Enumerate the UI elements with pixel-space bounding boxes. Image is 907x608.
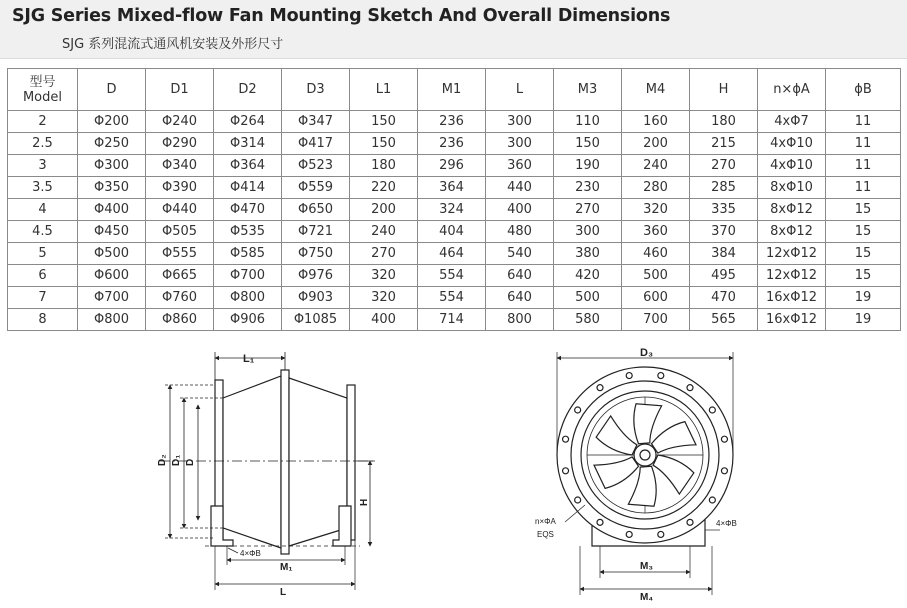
table-cell: Φ559 xyxy=(282,177,350,199)
header-col: D1 xyxy=(146,69,214,111)
table-cell: 540 xyxy=(486,243,554,265)
table-cell: 4.5 xyxy=(8,221,78,243)
label-D3: D₃ xyxy=(640,347,654,359)
header-col: M3 xyxy=(554,69,622,111)
table-cell: 640 xyxy=(486,265,554,287)
table-cell: 280 xyxy=(622,177,690,199)
table-cell: 8 xyxy=(8,309,78,331)
table-cell: Φ976 xyxy=(282,265,350,287)
table-cell: 8xΦ12 xyxy=(758,199,826,221)
table-cell: 180 xyxy=(350,155,418,177)
header-col: n×ϕA xyxy=(758,69,826,111)
table-cell: 360 xyxy=(622,221,690,243)
table-cell: 324 xyxy=(418,199,486,221)
table-cell: 640 xyxy=(486,287,554,309)
table-cell: 200 xyxy=(622,133,690,155)
table-cell: 270 xyxy=(690,155,758,177)
header-col: ϕB xyxy=(826,69,901,111)
conical-casing xyxy=(223,376,281,548)
table-cell: 270 xyxy=(554,199,622,221)
table-cell: 19 xyxy=(826,287,901,309)
table-cell: 11 xyxy=(826,155,901,177)
label-side-4xB: 4×ΦB xyxy=(240,549,261,558)
table-cell: 110 xyxy=(554,111,622,133)
table-cell: 370 xyxy=(690,221,758,243)
table-cell: Φ200 xyxy=(78,111,146,133)
table-cell: 11 xyxy=(826,111,901,133)
table-cell: Φ800 xyxy=(214,287,282,309)
page-subtitle: SJG 系列混流式通风机安装及外形尺寸 xyxy=(62,37,284,52)
table-cell: Φ417 xyxy=(282,133,350,155)
table-cell: 150 xyxy=(350,133,418,155)
table-cell: 15 xyxy=(826,243,901,265)
table-cell: 296 xyxy=(418,155,486,177)
label-D: D xyxy=(185,458,196,466)
table-cell: Φ300 xyxy=(78,155,146,177)
table-cell: 384 xyxy=(690,243,758,265)
table-cell: 8xΦ12 xyxy=(758,221,826,243)
table-cell: 236 xyxy=(418,133,486,155)
table-cell: 320 xyxy=(622,199,690,221)
page-title: SJG Series Mixed-flow Fan Mounting Sketch And Overall Dimensions xyxy=(12,6,671,26)
table-cell: 500 xyxy=(554,287,622,309)
table-cell: 440 xyxy=(486,177,554,199)
table-cell: 565 xyxy=(690,309,758,331)
label-M4: M₄ xyxy=(640,592,654,603)
table-cell: Φ390 xyxy=(146,177,214,199)
table-cell: 12xΦ12 xyxy=(758,243,826,265)
table-cell: 4 xyxy=(8,199,78,221)
table-cell: 15 xyxy=(826,199,901,221)
header-col: D3 xyxy=(282,69,350,111)
table-cell: 600 xyxy=(622,287,690,309)
table-cell: Φ700 xyxy=(78,287,146,309)
table-cell: 150 xyxy=(350,111,418,133)
label-M1: M₁ xyxy=(280,562,293,573)
label-L: L xyxy=(280,587,287,598)
label-L1: L₁ xyxy=(243,353,255,365)
table-cell: 300 xyxy=(554,221,622,243)
table-cell: 335 xyxy=(690,199,758,221)
table-cell: Φ414 xyxy=(214,177,282,199)
table-cell: 580 xyxy=(554,309,622,331)
table-cell: Φ450 xyxy=(78,221,146,243)
table-cell: Φ800 xyxy=(78,309,146,331)
label-nxA: n×ΦA xyxy=(535,517,556,526)
table-cell: 180 xyxy=(690,111,758,133)
table-cell: 2 xyxy=(8,111,78,133)
table-cell: Φ1085 xyxy=(282,309,350,331)
table-cell: Φ523 xyxy=(282,155,350,177)
table-cell: 236 xyxy=(418,111,486,133)
table-cell: 8xΦ10 xyxy=(758,177,826,199)
table-cell: 11 xyxy=(826,133,901,155)
table-cell: Φ760 xyxy=(146,287,214,309)
table-cell: Φ665 xyxy=(146,265,214,287)
table-cell: 360 xyxy=(486,155,554,177)
table-cell: 150 xyxy=(554,133,622,155)
table-cell: Φ906 xyxy=(214,309,282,331)
table-cell: 4xΦ10 xyxy=(758,133,826,155)
table-cell: 11 xyxy=(826,177,901,199)
table-cell: 380 xyxy=(554,243,622,265)
table-cell: Φ650 xyxy=(282,199,350,221)
header-col: L xyxy=(486,69,554,111)
label-M3: M₃ xyxy=(640,561,653,572)
label-D1: D₁ xyxy=(171,454,182,466)
table-cell: 16xΦ12 xyxy=(758,287,826,309)
table-cell: 15 xyxy=(826,265,901,287)
table-cell: 190 xyxy=(554,155,622,177)
header-col: D2 xyxy=(214,69,282,111)
table-cell: Φ400 xyxy=(78,199,146,221)
table-cell: Φ250 xyxy=(78,133,146,155)
label-D2: D₂ xyxy=(157,454,168,466)
table-cell: 7 xyxy=(8,287,78,309)
table-cell: 464 xyxy=(418,243,486,265)
table-cell: Φ314 xyxy=(214,133,282,155)
table-cell: 300 xyxy=(486,111,554,133)
table-cell: Φ721 xyxy=(282,221,350,243)
table-cell: Φ600 xyxy=(78,265,146,287)
label-H: H xyxy=(359,498,370,506)
table-cell: 700 xyxy=(622,309,690,331)
header-model-en: Model xyxy=(22,89,63,105)
table-cell: Φ440 xyxy=(146,199,214,221)
table-cell: Φ555 xyxy=(146,243,214,265)
header-col: D xyxy=(78,69,146,111)
front-view-drawing xyxy=(557,352,733,595)
table-cell: 800 xyxy=(486,309,554,331)
table-cell: Φ585 xyxy=(214,243,282,265)
table-cell: 215 xyxy=(690,133,758,155)
table-cell: 714 xyxy=(418,309,486,331)
table-cell: 230 xyxy=(554,177,622,199)
table-cell: Φ264 xyxy=(214,111,282,133)
cylindrical-casing xyxy=(289,378,347,546)
table-cell: Φ350 xyxy=(78,177,146,199)
table-cell: 270 xyxy=(350,243,418,265)
table-cell: 400 xyxy=(486,199,554,221)
side-view-drawing xyxy=(160,352,375,590)
table-cell: 460 xyxy=(622,243,690,265)
table-cell: Φ505 xyxy=(146,221,214,243)
middle-flange xyxy=(281,370,289,554)
table-cell: 19 xyxy=(826,309,901,331)
table-cell: 240 xyxy=(350,221,418,243)
header-model-cn: 型号 xyxy=(29,74,56,90)
table-cell: 495 xyxy=(690,265,758,287)
table-cell: Φ347 xyxy=(282,111,350,133)
table-cell: 3.5 xyxy=(8,177,78,199)
table-cell: 404 xyxy=(418,221,486,243)
table-cell: Φ240 xyxy=(146,111,214,133)
table-cell: 160 xyxy=(622,111,690,133)
table-cell: 15 xyxy=(826,221,901,243)
table-cell: Φ470 xyxy=(214,199,282,221)
table-cell: Φ860 xyxy=(146,309,214,331)
table-cell: Φ364 xyxy=(214,155,282,177)
table-cell: 5 xyxy=(8,243,78,265)
table-cell: Φ700 xyxy=(214,265,282,287)
header-col: H xyxy=(690,69,758,111)
header-col: M4 xyxy=(622,69,690,111)
table-cell: 470 xyxy=(690,287,758,309)
table-cell: 300 xyxy=(486,133,554,155)
table-cell: 480 xyxy=(486,221,554,243)
table-cell: Φ750 xyxy=(282,243,350,265)
table-cell: 320 xyxy=(350,265,418,287)
table-cell: 554 xyxy=(418,265,486,287)
table-cell: Φ290 xyxy=(146,133,214,155)
table-cell: 6 xyxy=(8,265,78,287)
table-cell: 4xΦ10 xyxy=(758,155,826,177)
table-cell: Φ903 xyxy=(282,287,350,309)
table-cell: Φ535 xyxy=(214,221,282,243)
table-cell: 220 xyxy=(350,177,418,199)
table-cell: 3 xyxy=(8,155,78,177)
table-cell: 500 xyxy=(622,265,690,287)
table-cell: 320 xyxy=(350,287,418,309)
table-cell: 12xΦ12 xyxy=(758,265,826,287)
table-cell: 364 xyxy=(418,177,486,199)
table-cell: 400 xyxy=(350,309,418,331)
table-cell: 2.5 xyxy=(8,133,78,155)
table-cell: 16xΦ12 xyxy=(758,309,826,331)
table-cell: 240 xyxy=(622,155,690,177)
hub xyxy=(634,444,656,466)
header-col: M1 xyxy=(418,69,486,111)
label-front-4xB: 4×ΦB xyxy=(716,519,737,528)
table-cell: 200 xyxy=(350,199,418,221)
table-cell: 285 xyxy=(690,177,758,199)
table-cell: Φ340 xyxy=(146,155,214,177)
header-col: L1 xyxy=(350,69,418,111)
table-cell: 554 xyxy=(418,287,486,309)
table-cell: Φ500 xyxy=(78,243,146,265)
label-EQS: EQS xyxy=(537,530,554,539)
table-cell: 4xΦ7 xyxy=(758,111,826,133)
table-cell: 420 xyxy=(554,265,622,287)
